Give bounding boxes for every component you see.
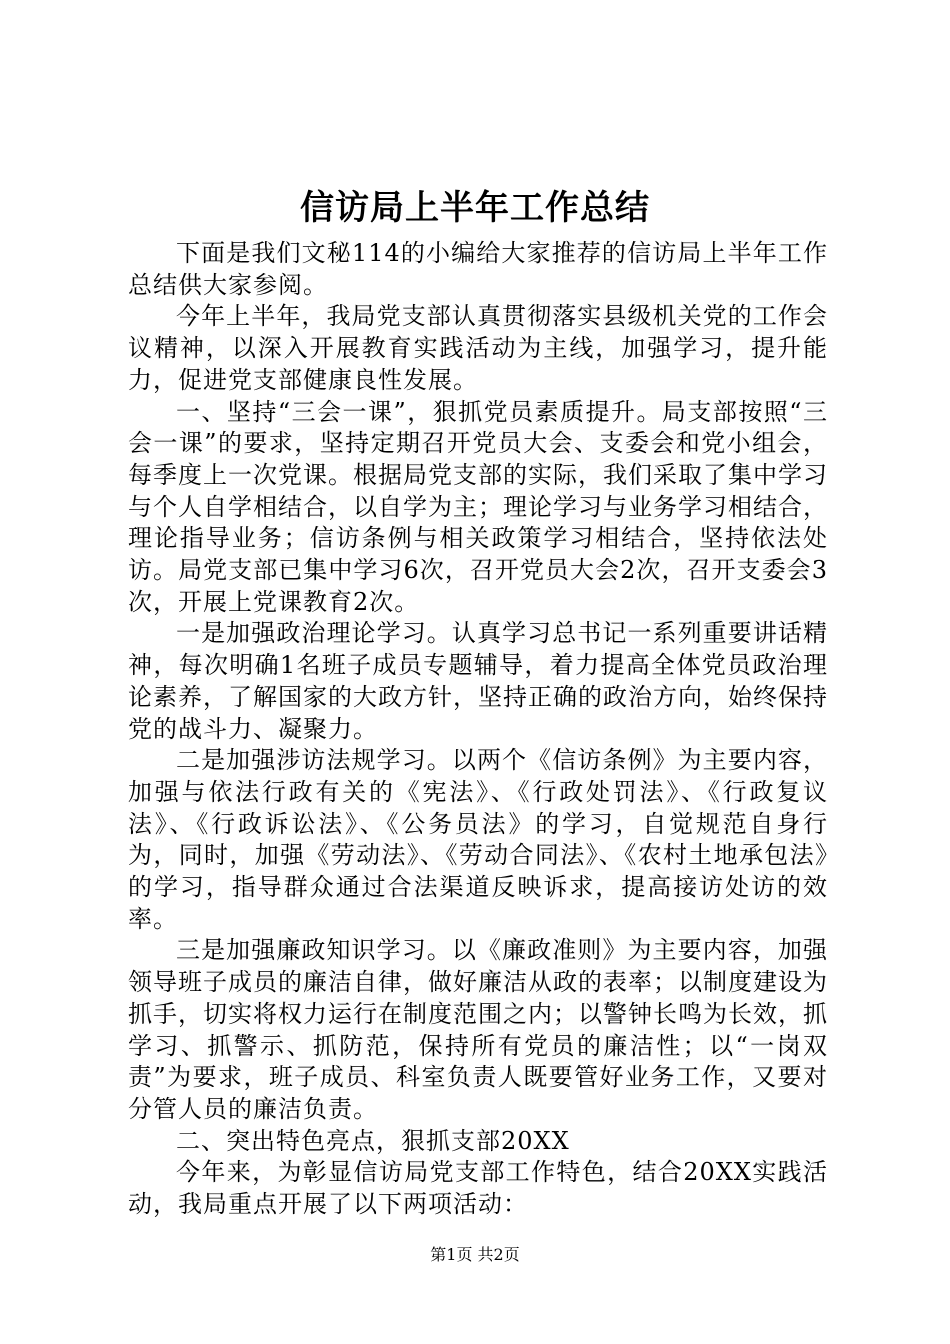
- paragraph-section-one: 一、坚持“三会一课”，狠抓党员素质提升。局支部按照“三会一课”的要求，坚持定期召开党员大会、支委会和党小组会，每季度上一次党课。根据局党支部的实际，我们采取了集中学习与个人自学相结合，以自学为主；理论学习与业务学习相结合，理论指导业务；信访条例与相关政策学习相结合，坚持依法处访。局党支部已集中学习6次，召开党员大会2次，召开支委会3次，开展上党课教育2次。: [128, 397, 828, 616]
- paragraph-law-study: 二是加强涉访法规学习。以两个《信访条例》为主要内容，加强与依法行政有关的《宪法》、《行政处罚法》、《行政复议法》、《行政诉讼法》、《公务员法》的学习，自觉规范自身行为，同时，加强《劳动法》、《劳动合同法》、《农村土地承包法》的学习，指导群众通过合法渠道反映诉求，提高接访处访的效率。: [128, 746, 828, 933]
- paragraph-political-study: 一是加强政治理论学习。认真学习总书记一系列重要讲话精神，每次明确1名班子成员专题辅导，着力提高全体党员政治理论素养，了解国家的大政方针，坚持正确的政治方向，始终保持党的战斗力、凝聚力。: [128, 619, 828, 743]
- document-body: [128, 238, 828, 1221]
- paragraph-overview: 今年上半年，我局党支部认真贯彻落实县级机关党的工作会议精神，以深入开展教育实践活动为主线，加强学习，提升能力，促进党支部健康良性发展。: [128, 302, 828, 394]
- paragraph-intro: 下面是我们文秘114的小编给大家推荐的信访局上半年工作总结供大家参阅。: [128, 239, 828, 299]
- document-title: 信访局上半年工作总结: [300, 188, 650, 228]
- page-footer: 第1页 共2页: [430, 1245, 520, 1264]
- paragraph-section-two-heading: 二、突出特色亮点，狠抓支部20XX: [176, 1126, 570, 1155]
- paragraph-integrity-study: 三是加强廉政知识学习。以《廉政准则》为主要内容，加强领导班子成员的廉洁自律，做好廉洁从政的表率；以制度建设为抓手，切实将权力运行在制度范围之内；以警钟长鸣为长效，抓学习、抓警示、抓防范，保持所有党员的廉洁性；以“一岗双责”为要求，班子成员、科室负责人既要管好业务工作，又要对分管人员的廉洁负责。: [128, 936, 828, 1123]
- paragraph-section-two: 今年来，为彰显信访局党支部工作特色，结合20XX实践活动，我局重点开展了以下两项活动：: [128, 1158, 828, 1219]
